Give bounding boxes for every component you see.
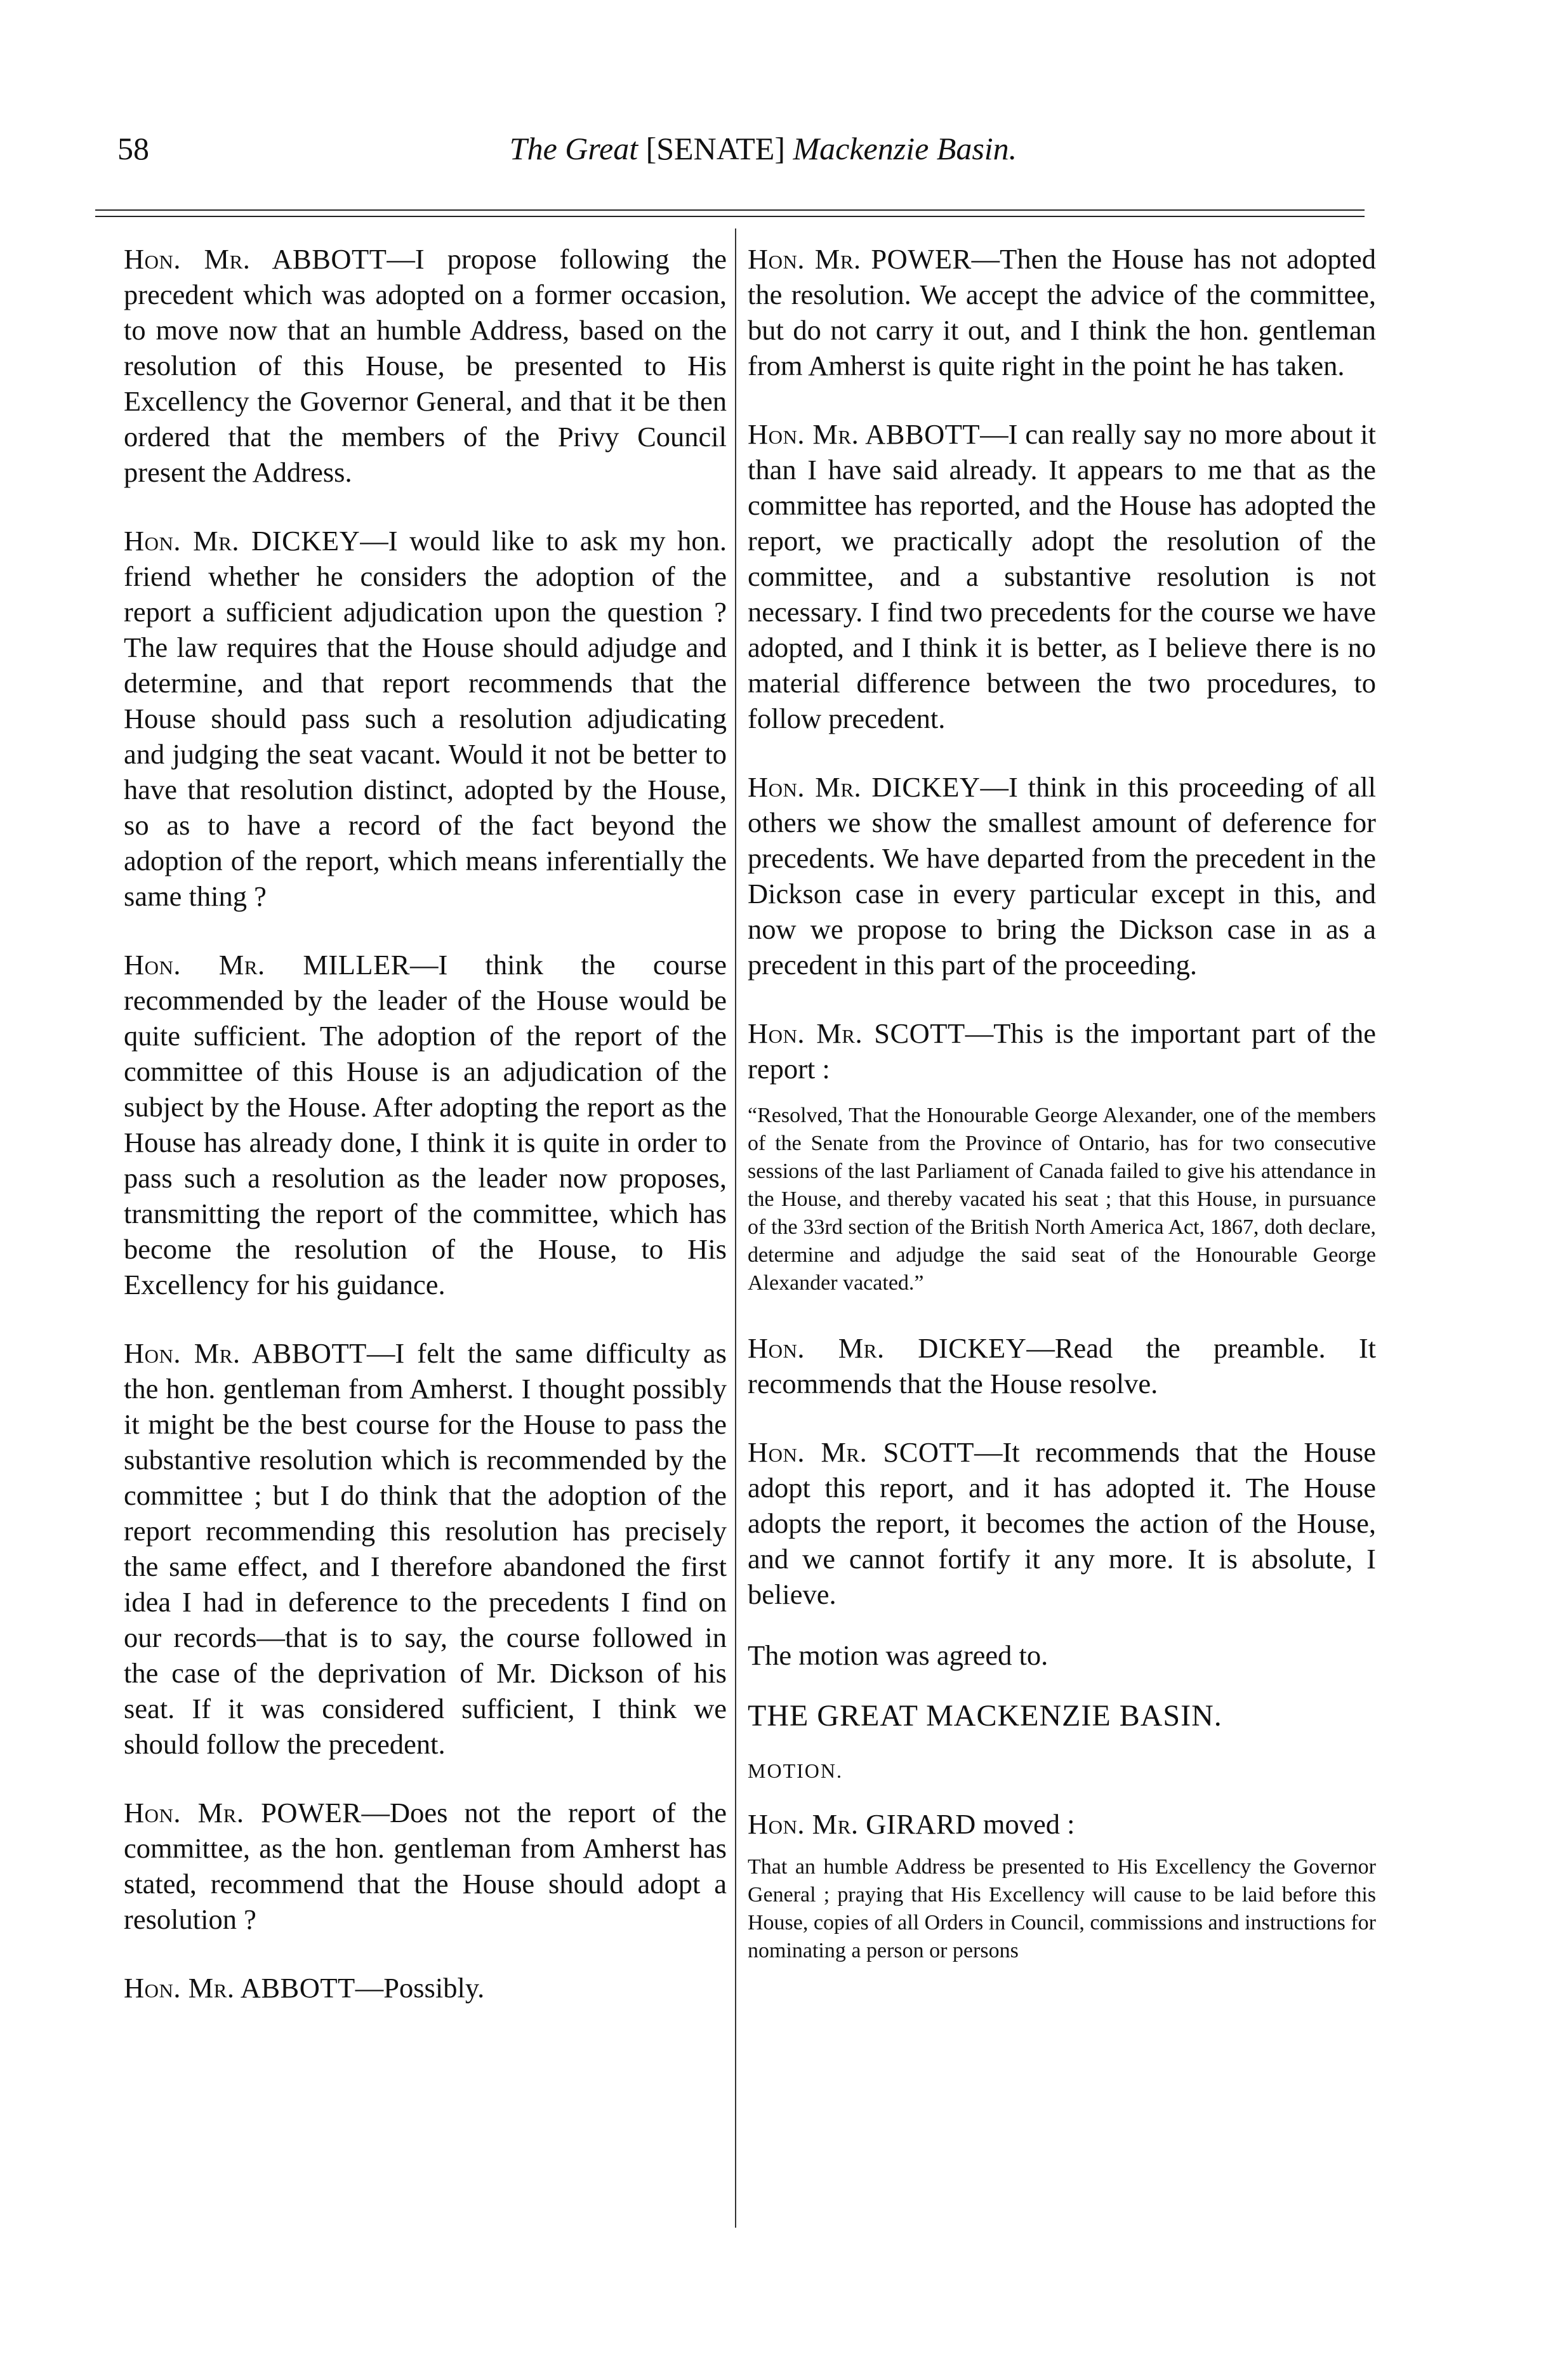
speech-paragraph [748,769,1376,982]
speech-paragraph [748,1806,1376,1842]
speaker-name: Hon. Mr. GIRARD [748,1808,976,1840]
resolution-quote: “Resolved, That the Honourable George Alexander, one of the members of the Senate from the Province of Ontario, has for two consecutive sessions of the last Parliament of Canada failed to give his attendance in the House, and thereby vacated his seat ; that this House, in pursuance of the 33rd section of the British North America Act, 1867, doth declare, determine and adjudge the said seat of the Honourable George Alexander vacated.” [748,1104,1376,1295]
motion-agreed: The motion was agreed to. [748,1639,1048,1671]
running-title-section: [SENATE] [645,131,786,166]
speech-text: —I felt the same difficulty as the hon. gentleman from Amherst. I thought possibly it might be the best course for the House to pass the substantive resolution which is recommended by the committee ; but I do think that the adoption of the report recommending this resolution has precisely the same effect, and I therefore abandoned the first idea I had in deference to the precedents I find on our records—that is to say, the course followed in the case of the deprivation of Mr. Dickson of his seat. If it was considered sufficient, I think we should follow the precedent. [124,1337,727,1760]
speaker-name: Hon. Mr. POWER [124,1797,362,1828]
speech-paragraph [748,1434,1376,1612]
speech-paragraph [124,1335,727,1762]
speaker-name: Hon. Mr. DICKEY [748,1332,1027,1364]
running-title [117,130,1409,167]
speaker-name: Hon. Mr. SCOTT [748,1017,965,1049]
speaker-name: Hon. Mr. MILLER [124,949,410,981]
speaker-name: Hon. Mr. ABBOTT [124,1337,367,1369]
speech-text: —Read the preamble. It recommends that the House resolve. [748,1332,1377,1399]
speaker-name: Hon. Mr. ABBOTT [748,418,981,450]
speech-paragraph [124,947,727,1302]
speech-text: —This is the important part of the report : [748,1017,1376,1085]
section-subheading: MOTION. [748,1759,843,1782]
running-title-left: The Great [509,131,638,166]
speech-paragraph [748,1330,1376,1401]
header-rule-bottom [95,216,1365,217]
speech-text: —It recommends that the House adopt this report, and it has adopted it. The House adopts the report, it becomes the action of the House, and we cannot fortify it any more. It is absolute, I believe. [748,1436,1376,1610]
running-title-right: Mackenzie Basin. [793,131,1017,166]
speech-text: —Then the House has not adopted the resolution. We accept the advice of the committee, but do not carry it out, and I think the hon. gentleman from Amherst is quite right in the point he has taken. [748,243,1376,381]
speech-text: —I think in this proceeding of all others we show the smallest amount of deference for precedents. We have departed from the precedent in the Dickson case in every particular except in this, and now we propose to bring the Dickson case in as a precedent in this part of the proceeding. [748,771,1376,981]
speech-paragraph [748,241,1376,383]
section-heading: THE GREAT MACKENZIE BASIN. [748,1699,1222,1733]
left-column [124,241,727,2039]
right-column [748,241,1376,1998]
speech-paragraph [124,523,727,914]
speaker-name: Hon. Mr. SCOTT [748,1436,974,1468]
speech-paragraph [124,241,727,490]
speech-paragraph [748,1015,1376,1087]
speech-paragraph [124,1970,727,2006]
column-divider [735,228,736,2228]
page-number: 58 [117,131,149,166]
speech-text: —Does not the report of the committee, as the hon. gentleman from Amherst has stated, recommend that the House should adopt a resolution ? [124,1797,727,1935]
speech-text: —Possibly. [355,1972,485,2004]
speech-text: —I would like to ask my hon. friend whether he considers the adoption of the report a sufficient adjudication upon the question ? The law requires that the House should adjudge and determine, and that report recommends that the House should pass such a resolution adjudicating and judging the seat vacant. Would it not be better to have that resolution distinct, adopted by the House, so as to have a record of the fact beyond the adoption of the report, which means inferentially the same thing ? [124,525,727,912]
speech-text: —I can really say no more about it than I have said already. It appears to me that as the committee has reported, and the House has adopted the report, we practically adopt the resolution of the committee, and a substantive resolution is not necessary. I find two precedents for the course we have adopted, and I think it is better, as I believe there is no material difference between the two procedures, to follow precedent. [748,418,1377,734]
speaker-name: Hon. Mr. ABBOTT [124,1972,355,2004]
speech-text: —I propose following the precedent which was adopted on a former occasion, to move now that an humble Address, based on the resolution of this House, be presented to His Excellency the Governor General, and that it be then ordered that the members of the Privy Council present the Address. [124,243,727,488]
speaker-name: Hon. Mr. DICKEY [748,771,981,803]
header-rule-top [95,209,1365,211]
speaker-name: Hon. Mr. ABBOTT [124,243,387,275]
speaker-name: Hon. Mr. DICKEY [124,525,360,557]
speech-text: moved : [976,1808,1075,1840]
speaker-name: Hon. Mr. POWER [748,243,972,275]
page-header [117,130,1409,175]
speech-text: —I think the course recommended by the leader of the House would be quite sufficient. The adoption of the report of the committee of this House is an adjudication of the subject by the House. After adopting the report as the House has already done, I think it is quite in order to pass such a resolution as the leader now proposes, transmitting the report of the committee, which has become the resolution of the House, to His Excellency for his guidance. [124,949,727,1300]
motion-text: That an humble Address be presented to His Excellency the Governor General ; praying that His Excellency will cause to be laid before this House, copies of all Orders in Council, commissions and instructions for nominating a person or persons [748,1855,1376,1962]
speech-paragraph [748,416,1376,736]
speech-paragraph [124,1795,727,1937]
